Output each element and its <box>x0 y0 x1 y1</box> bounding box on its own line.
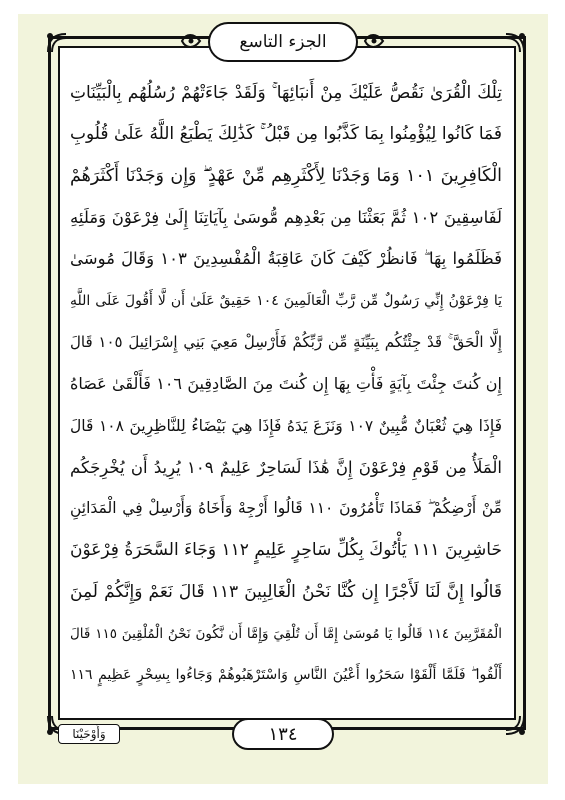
text-line: فَإِذَا هِيَ ثُعْبَانٌ مُّبِينٌ ١٠٧ وَنَزَعَ يَدَهُ فَإِذَا هِيَ بَيْضَاءُ لِلنَّاظِرِينَ ١٠٨ قَالَ <box>70 416 502 435</box>
page-number-cartouche <box>232 718 334 750</box>
text-line: فَمَا كَانُوا لِيُؤْمِنُوا بِمَا كَذَّبُوا مِن قَبْلُ ۚ كَذَٰلِكَ يَطْبَعُ اللَّهُ عَلَىٰ قُلُوبِ <box>70 124 502 145</box>
juz-title: الجزء التاسع <box>239 32 327 52</box>
catchword-box <box>58 724 120 744</box>
corner-ornament-icon <box>502 712 528 738</box>
text-line: تِلْكَ الْقُرَىٰ نَقُصُّ عَلَيْكَ مِنْ أَنبَائِهَا ۚ وَلَقَدْ جَاءَتْهُمْ رُسُلُهُم بِالْبَيِّنَاتِ <box>70 82 502 103</box>
text-line: أَلْقُوا ۖ فَلَمَّا أَلْقَوْا سَحَرُوا أَعْيُنَ النَّاسِ وَاسْتَرْهَبُوهُمْ وَجَاءُوا بِسِحْرٍ عَظِيمٍ ١١٦ <box>70 667 502 684</box>
quran-text <box>70 72 502 696</box>
juz-title-cartouche <box>208 22 358 62</box>
text-line: الْمُقَرَّبِينَ ١١٤ قَالُوا يَا مُوسَىٰ إِمَّا أَن تُلْقِيَ وَإِمَّا أَن نَّكُونَ نَحْنُ الْمُلْقِينَ ١١٥ قَالَ <box>70 625 502 642</box>
text-line: حَاشِرِينَ ١١١ يَأْتُوكَ بِكُلِّ سَاحِرٍ عَلِيمٍ ١١٢ وَجَاءَ السَّحَرَةُ فِرْعَوْنَ <box>70 540 502 561</box>
text-line: إِلَّا الْحَقَّ ۚ قَدْ جِئْتُكُم بِبَيِّنَةٍ مِّن رَّبِّكُمْ فَأَرْسِلْ مَعِيَ بَنِي إِسْرَائِيلَ ١٠٥ قَالَ <box>70 333 502 352</box>
text-line: إِن كُنتَ جِئْتَ بِآيَةٍ فَأْتِ بِهَا إِن كُنتَ مِنَ الصَّادِقِينَ ١٠٦ فَأَلْقَىٰ عَصَاهُ <box>70 374 502 394</box>
text-line: يَا فِرْعَوْنُ إِنِّي رَسُولٌ مِّن رَّبِّ الْعَالَمِينَ ١٠٤ حَقِيقٌ عَلَىٰ أَن لَّا أَقُولَ عَلَى اللَّهِ <box>70 292 502 309</box>
text-line: لَفَاسِقِينَ ١٠٢ ثُمَّ بَعَثْنَا مِن بَعْدِهِم مُّوسَىٰ بِآيَاتِنَا إِلَىٰ فِرْعَوْنَ وَمَلَئِهِ <box>70 208 502 228</box>
text-line: فَظَلَمُوا بِهَا ۖ فَانظُرْ كَيْفَ كَانَ عَاقِبَةُ الْمُفْسِدِينَ ١٠٣ وَقَالَ مُوسَىٰ <box>70 249 502 269</box>
catchword: وَأَوْحَيْنَا <box>72 727 106 741</box>
text-line: الْكَافِرِينَ ١٠١ وَمَا وَجَدْنَا لِأَكْثَرِهِم مِّنْ عَهْدٍ ۖ وَإِن وَجَدْنَا أَكْثَرَهُمْ <box>70 165 502 186</box>
corner-ornament-icon <box>502 30 528 56</box>
flourish-icon <box>180 30 202 52</box>
text-line: قَالُوا إِنَّ لَنَا لَأَجْرًا إِن كُنَّا نَحْنُ الْغَالِبِينَ ١١٣ قَالَ نَعَمْ وَإِنَّكُمْ لَمِنَ <box>70 581 502 602</box>
text-line: مِّنْ أَرْضِكُمْ ۖ فَمَاذَا تَأْمُرُونَ ١١٠ قَالُوا أَرْجِهْ وَأَخَاهُ وَأَرْسِلْ فِي الْمَدَائِنِ <box>70 499 502 518</box>
text-line: الْمَلَأُ مِن قَوْمِ فِرْعَوْنَ إِنَّ هَٰذَا لَسَاحِرٌ عَلِيمٌ ١٠٩ يُرِيدُ أَن يُخْرِجَكُم <box>70 457 502 477</box>
corner-ornament-icon <box>44 30 70 56</box>
flourish-icon <box>363 30 385 52</box>
page-number: ١٣٤ <box>268 723 298 745</box>
